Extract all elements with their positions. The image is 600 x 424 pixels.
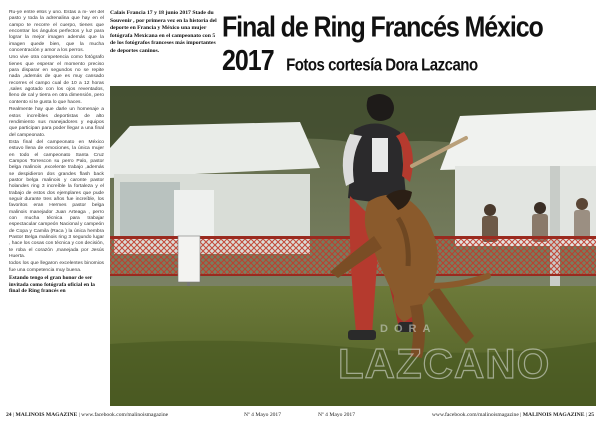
issue-date-left: Nº 4 Mayo 2017 [244,412,282,418]
magazine-name-left: MALINOIS MAGAZINE [15,412,78,418]
body-paragraph: Uno vive otra competencia como fotógrafo tienes que esperar el momento preciso para disparar en segundos no se repite nada ,además de que es muy cansado recorres el campo cual de 10 a 12 horas ,sales agotado con los ojos reventados, lleno de cal y tierra en otra dimensión, pero contento si te gusta lo que haces. [9,55,104,105]
page-number-left: 24 [6,412,12,418]
watermark-large: LAZCANO [338,340,551,387]
footer-right: www.facebook.com/malinoismagazine | MALINOIS MAGAZINE | 25 [431,412,594,418]
magazine-name-right: MALINOIS MAGAZINE [522,412,585,418]
body-paragraph: Realmente hay que darle un homenaje a estos increíbles deportistas de alto rendimiento sus manejadores y equipos que participan para poder llegar a una final del campeonato. [9,107,104,138]
page-number-right: 25 [588,412,594,418]
photo-caption: Calais Francia 17 y 18 junio 2017 Stade du Souvenir , por primera vez en la historia del deporte en Francia y México una mujer fotógrafa Mexicana en el campeonato con 5 de los fotógrafos franceses más importantes de deportes caninos. [110,10,217,54]
facebook-link-left[interactable]: www.facebook.com/malinoismagazine [81,412,169,418]
footer-left: 24 | MALINOIS MAGAZINE | www.facebook.com/malinoismagazine [6,412,169,418]
facebook-link-right[interactable]: www.facebook.com/malinoismagazine [431,412,519,418]
body-paragraph: Esta final del campeonato en México estuvo llena de emociones, la única mujer en todo el campeonato Santa Cruz Campos Torrescon su perro Palo, pastor belga malinois ,excelente trabajo ,además se despidieron dos grandes flash back pastor belga malinois y caronte pastor holandes ring 3 increíble la fortaleza y el trabajo de estos dos ejemplares que pude seguir durante tres años fue increíble, los favoritos eran Hermes pastor belga malinois manejador Juan Arteaga , perro con mucha técnica para trabajar espectacular campeón Nacional y campeón de Copa y Camila (Raca ) la única hembra Pastor Belga malinois ring 3 segundo lugar , hace los cosas con técnica y con decisión, te roba el corazón ,manejada por Jesús Huerta. [9,139,104,260]
headline-subtitle: Fotos cortesía Dora Lazcano [286,55,478,75]
headline-second-line [222,44,478,78]
issue-date-right: Nº 4 Mayo 2017 [318,412,356,418]
body-paragraph: todos los que llegaron excelentes binomios fue una competencia muy buena. [9,261,104,273]
headline-year: 2017 [222,44,274,77]
body-paragraph: Ru-ye entre ellos y uno. Estas a ni- vel del pasto y toda la adrenalina que hay en el campo te recorre el cuerpo, tienes que encontrar los ángulos perfectos y luz para lograr la mejor imagen además que la imagen quede bien, que la mucha concentración y amor a los perros. [9,10,104,54]
article-body [9,10,104,274]
page-headline: Final de Ring Francés México [222,11,543,44]
hero-photo [110,86,596,406]
closing-paragraph: Estando tengo el gran honor de ser invitada como fotógrafa oficial en la final de Ring francés en [9,275,95,295]
article-body-column [9,10,104,410]
left-tent [110,122,320,254]
watermark-small: DORA [380,323,437,335]
